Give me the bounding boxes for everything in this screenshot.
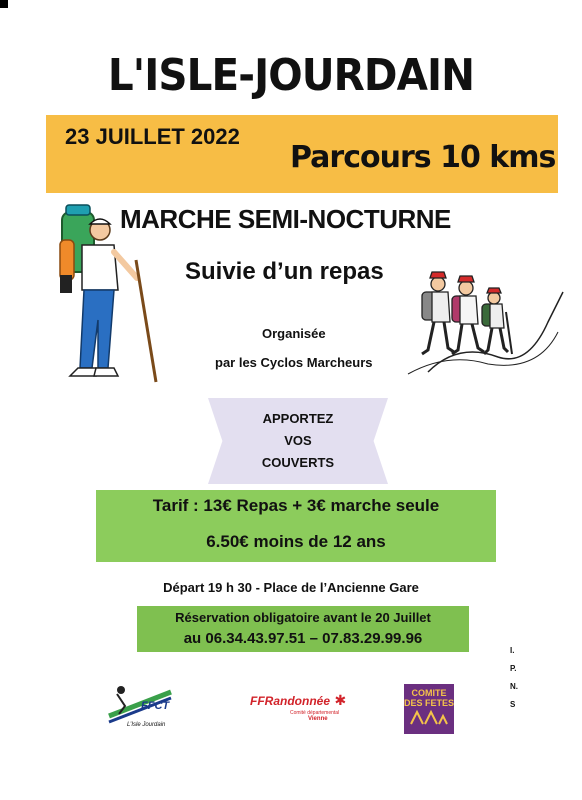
festive-pattern-icon [409,708,449,726]
bring-line-2: VOS [284,433,312,448]
ffr-subtext-2: Vienne [308,716,328,722]
comite-line-2: DES FETES [404,698,455,708]
ffr-text: FFRandonnée [250,694,330,708]
route-distance: Parcours 10 kms [290,140,556,175]
bring-line-3: COUVERTS [261,455,335,470]
ipns-letter-s: S [510,700,516,709]
comite-line-1: COMITE [411,688,447,698]
organized-label: Organisée [262,326,326,341]
corner-mark [0,0,8,8]
meal-subtitle: Suivie d’un repas [185,258,384,285]
hiker-illustration [52,200,162,385]
reservation-line-1: Réservation obligatoire avant le 20 Juillet [175,610,431,625]
organizer-name: par les Cyclos Marcheurs [215,355,373,370]
ffr-subtext-1: Comité départemental [290,710,340,716]
departure-info: Départ 19 h 30 - Place de l’Ancienne Gare [163,580,419,595]
ipns-letter-p: P. [510,664,517,673]
ffct-text: FFCT [141,700,170,712]
price-line-2: 6.50€ moins de 12 ans [206,532,386,551]
ipns-letter-n: N. [510,682,518,691]
ffrandonnee-logo [250,692,346,722]
event-name: MARCHE SEMI-NOCTURNE [120,204,451,234]
comite-des-fetes-logo [404,684,454,734]
bring-line-1: APPORTEZ [262,411,334,426]
ipns-letter-i: I. [510,646,515,655]
walker-icon: ✱ [334,692,347,708]
ffct-subtext: L’Isle Jourdain [127,722,166,728]
group-hikers-illustration [398,262,568,377]
reservation-phones: au 06.34.43.97.51 – 07.83.29.99.96 [183,630,423,647]
price-line-1: Tarif : 13€ Repas + 3€ marche seule [152,496,440,515]
ffct-logo [105,678,175,733]
town-title: L'ISLE-JOURDAIN [107,50,475,101]
event-date: 23 JUILLET 2022 [65,124,240,149]
